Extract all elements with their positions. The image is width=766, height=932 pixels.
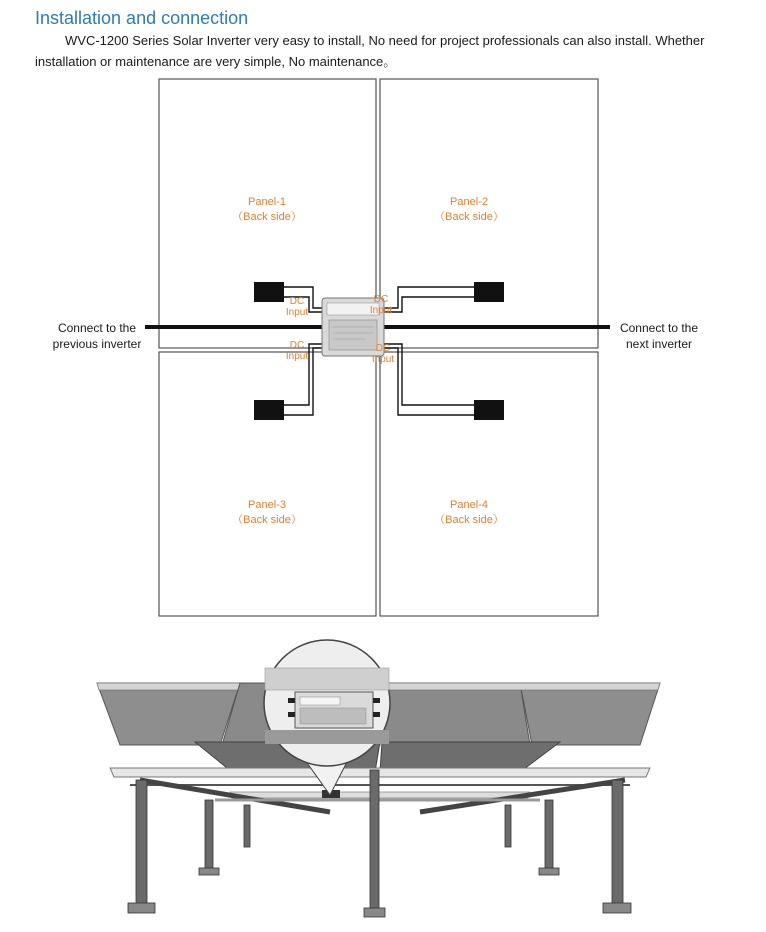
mounting-illustration — [97, 640, 660, 917]
dc-cable-2b — [382, 297, 474, 312]
panel-3-label: Panel-3 — [248, 499, 286, 511]
leg-front-left — [136, 780, 147, 905]
connect-left-line2: previous inverter — [52, 337, 142, 351]
panel-1-label: Panel-1 — [248, 196, 286, 208]
junction-box-3 — [254, 400, 284, 420]
section-heading: Installation and connection — [35, 8, 249, 28]
panel-3 — [159, 352, 376, 616]
junction-box-2 — [474, 282, 504, 302]
panel-2-label: Panel-2 — [450, 196, 488, 208]
leg-mid-left — [205, 800, 213, 870]
panel-4-side: （Back side） — [434, 514, 504, 526]
panel-underside-4 — [520, 683, 660, 745]
input-label-2: Input — [369, 305, 393, 316]
dc-label-1: DC — [289, 296, 305, 307]
connect-right-line2: next inverter — [625, 337, 693, 351]
leg-front-right — [612, 780, 623, 905]
leg-back-left — [244, 805, 250, 847]
leg-mid-right — [545, 800, 553, 870]
panel-underside-3 — [382, 683, 530, 745]
connect-right-line1: Connect to the — [619, 321, 699, 335]
leg-back-right — [505, 805, 511, 847]
dc-label-3: DC — [289, 340, 305, 351]
panel-3-side: （Back side） — [232, 514, 302, 526]
rear-rail — [230, 792, 530, 798]
intro-paragraph: WVC-1200 Series Solar Inverter very easy to install, No need for project professionals can also install. Whether installation or maintenance are very simple, No maintenance。 — [35, 33, 705, 69]
leg-center — [370, 770, 379, 910]
front-rail — [110, 768, 650, 777]
panel-4 — [380, 352, 598, 616]
input-label-1: Input — [285, 307, 309, 318]
dc-label-4: DC — [375, 343, 391, 354]
dc-label-2: DC — [373, 294, 389, 305]
panel-2-side: （Back side） — [434, 211, 504, 223]
panel-1-side: （Back side） — [232, 211, 302, 223]
connect-left-line1: Connect to the — [57, 321, 137, 335]
junction-box-4 — [474, 400, 504, 420]
junction-box-1 — [254, 282, 284, 302]
dc-cable-4a — [382, 344, 474, 405]
panel-4-label: Panel-4 — [450, 499, 488, 511]
panel-underside-1 — [97, 683, 240, 745]
input-label-4: Input — [371, 354, 395, 365]
input-label-3: Input — [285, 351, 309, 362]
